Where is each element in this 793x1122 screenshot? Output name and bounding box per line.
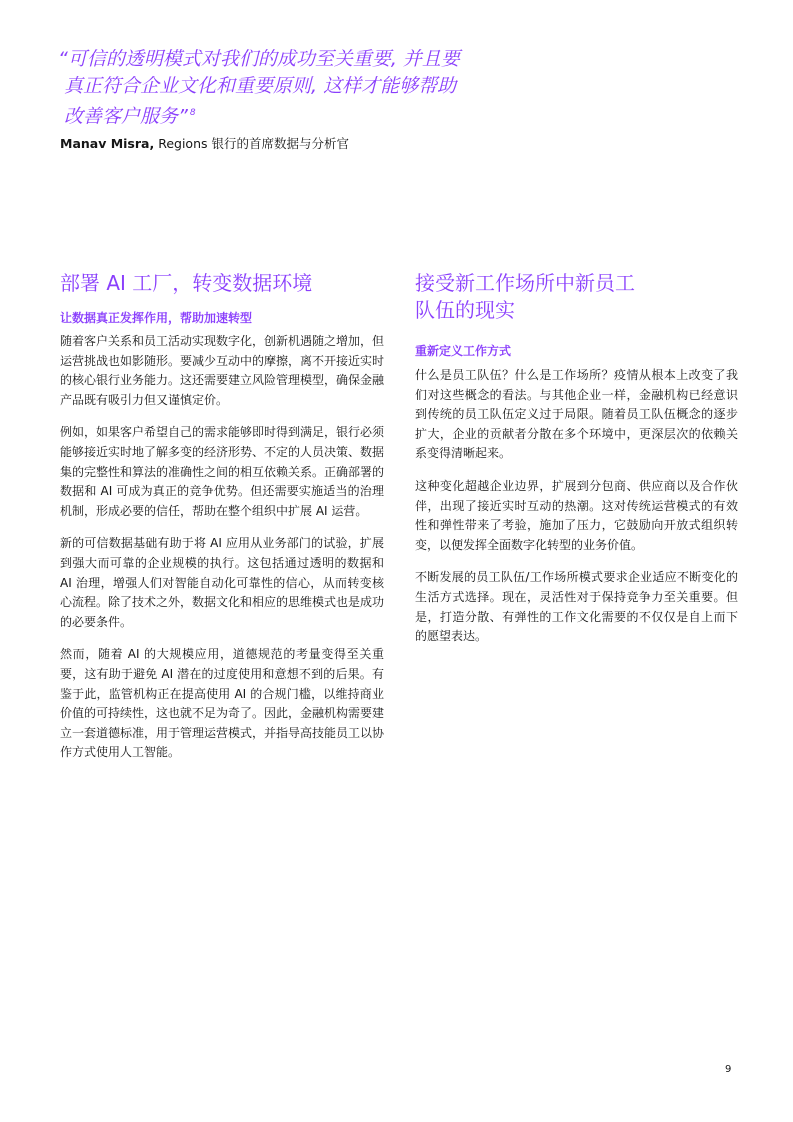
right-column	[415, 270, 738, 660]
left-column	[60, 270, 384, 776]
quote-line: “可信的透明模式对我们的成功至关重要, 并且要	[58, 48, 460, 70]
right-paragraph: 这种变化超越企业边界，扩展到分包商、供应商以及合作伙伴，出现了接近实时互动的热潮。这对传统运营模式的有效性和弹性带来了考验，施加了压力，它鼓励向开放式组织转变，以便发挥全面数字化转型的业务价值。	[415, 478, 738, 552]
heading-line: 队伍的现实	[415, 298, 515, 322]
page-number: 9	[725, 1064, 732, 1075]
right-paragraph: 什么是员工队伍？什么是工作场所？疫情从根本上改变了我们对这些概念的看法。与其他企业一样，金融机构已经意识到传统的员工队伍定义过于局限。随着员工队伍概念的逐步扩大，企业的贡献者分散在多个环境中，更深层次的依赖关系变得清晰起来。	[415, 368, 738, 461]
quote-line	[58, 100, 488, 130]
quote-footnote-ref: 8	[189, 108, 196, 118]
left-paragraph: 例如，如果客户希望自己的需求能够即时得到满足，银行必须能够接近实时地了解多变的经济形势、不定的人员决策、数据集的完整性和算法的准确性之间的相互依赖关系。正确部署的数据和 AI 可成为真正的竞争优势。但还需要实施适当的治理机制，形成必要的信任，帮助在整个组织中扩展 AI 运营。	[60, 425, 385, 518]
right-section-subheading: 重新定义工作方式	[415, 344, 512, 358]
left-paragraph: 新的可信数据基础有助于将 AI 应用从业务部门的试验，扩展到强大而可靠的企业规模的执行。这包括通过透明的数据和 AI 治理，增强人们对智能自动化可靠性的信心，从而转变核心流程。除了技术之外，数据文化和相应的思维模式也是成功的必要条件。	[60, 536, 385, 629]
attribution-title: Regions 银行的首席数据与分析官	[154, 136, 349, 151]
left-section-subheading: 让数据真正发挥作用，帮助加速转型	[60, 311, 253, 325]
attribution-name: Manav Misra,	[60, 136, 155, 151]
heading-line: 接受新工作场所中新员工	[415, 271, 635, 295]
pull-quote	[58, 46, 488, 130]
quote-attribution	[60, 134, 349, 152]
left-section-heading: 部署 AI 工厂，转变数据环境	[60, 271, 313, 295]
right-paragraph: 不断发展的员工队伍/工作场所模式要求企业适应不断变化的生活方式选择。现在，灵活性对于保持竞争力至关重要。但是，打造分散、有弹性的工作文化需要的不仅仅是自上而下的愿望表达。	[415, 570, 738, 644]
left-paragraph: 然而，随着 AI 的大规模应用，道德规范的考量变得至关重要，这有助于避免 AI 潜在的过度使用和意想不到的后果。有鉴于此，监管机构正在提高使用 AI 的合规门槛，以维持商业价值的可持续性，这也就不足为奇了。因此，金融机构需要建立一套道德标准，用于管理运营模式，并指导高技能员工以协作方式使用人工智能。	[60, 647, 385, 760]
left-paragraph: 随着客户关系和员工活动实现数字化，创新机遇随之增加，但运营挑战也如影随形。要减少互动中的摩擦，离不开接近实时的核心银行业务能力。这还需要建立风险管理模型，确保金融产品既有吸引力但又谨慎定价。	[60, 334, 385, 407]
right-section-heading	[415, 270, 738, 324]
quote-line-text: 改善客户服务”	[64, 105, 188, 128]
quote-line: 真正符合企业文化和重要原则, 这样才能够帮助	[64, 75, 457, 97]
